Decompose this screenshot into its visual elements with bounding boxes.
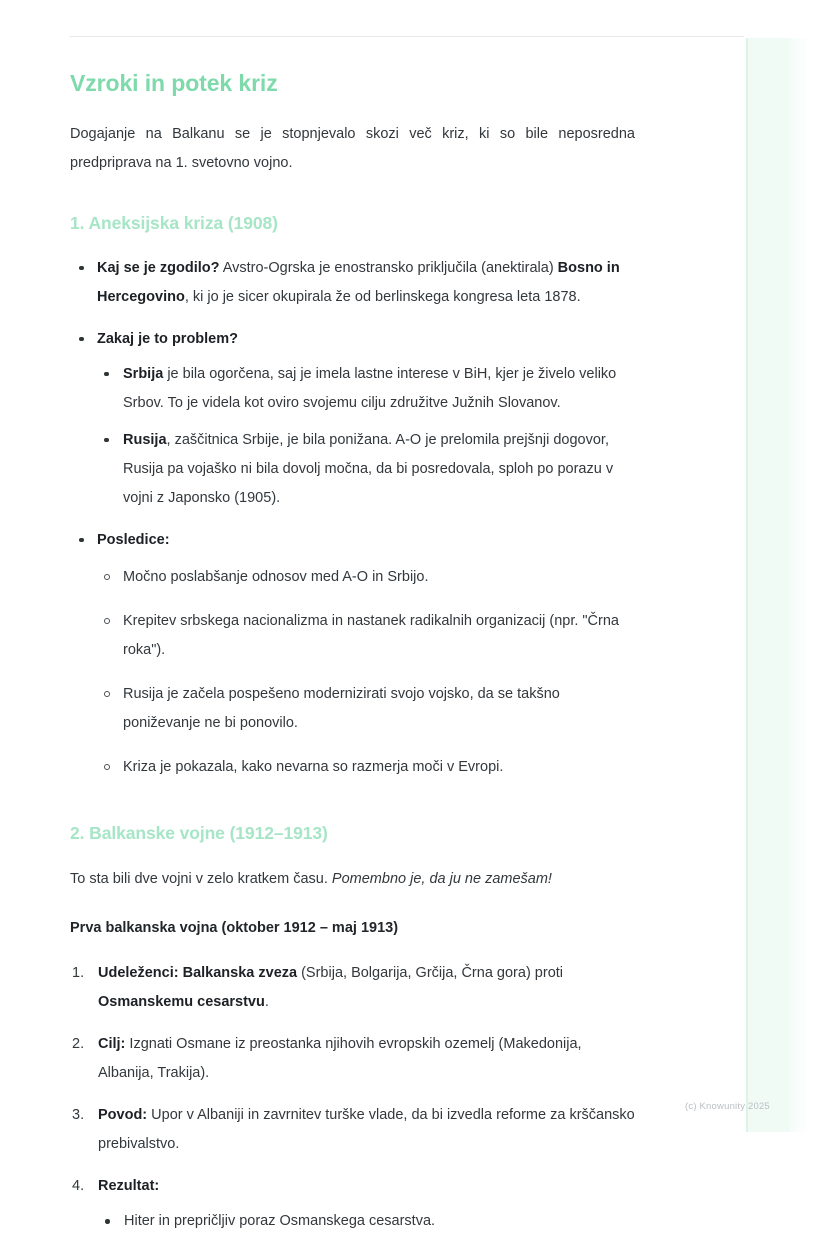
section-1-sublist <box>97 360 635 513</box>
subitem-text: je bila ogorčena, saj je imela lastne interese v BiH, kjer je živelo veliko Srbov. To je videla kot oviro svojemu cilju združitve Južnih Slovanov. <box>123 365 617 411</box>
list-item: Hiter in prepričljiv poraz Osmanskega cesarstva. <box>98 1207 635 1236</box>
section-2-numbered-list <box>70 959 635 1236</box>
section-2-subheading: Prva balkanska vojna (oktober 1912 – maj 1913) <box>70 920 399 937</box>
numitem-text-a: Upor v Albaniji in zavrnitev turške vlade, da bi izvedla reforme za krščansko prebivalstvo. <box>98 1107 635 1153</box>
item-bold-1b: Bosno in Hercegovino <box>97 259 620 305</box>
numitem-bold-a: Povod: <box>98 1107 148 1124</box>
footer-credit: (c) Knowunity 2025 <box>685 1101 770 1112</box>
list-item <box>70 526 635 782</box>
item-lead-3: Posledice: <box>97 531 170 548</box>
section-1-list <box>70 254 635 782</box>
top-divider <box>70 36 744 37</box>
list-item <box>97 360 635 418</box>
section-2-intro-italic: Pomembno je, da ju ne zamešam! <box>331 871 552 888</box>
item-lead-2: Zakaj je to problem? <box>97 330 238 347</box>
item-text-1a: Avstro-Ogrska je enostransko priključila (anektirala) <box>219 259 558 276</box>
list-item: Rusija je začela pospešeno modernizirati svojo vojsko, da se takšno poniževanje ne bi ponovilo. <box>97 680 635 738</box>
list-item <box>70 1030 635 1088</box>
decorative-side-band-fade <box>790 38 810 1132</box>
list-item <box>70 959 635 1017</box>
section-1-consequences-list <box>97 563 635 782</box>
numitem-text-b: . <box>264 994 269 1011</box>
numitem-bold-b: Osmanskemu cesarstvu <box>98 994 265 1011</box>
list-item <box>70 254 635 312</box>
section-heading-2: 2. Balkanske vojne (1912–1913) <box>70 822 328 843</box>
section-heading-1: 1. Aneksijska kriza (1908) <box>70 212 278 233</box>
intro-paragraph: Dogajanje na Balkanu se je stopnjevalo skozi več kriz, ki so bile neposredna predpriprava na 1. svetovno vojno. <box>70 125 635 171</box>
decorative-side-band <box>746 38 792 1132</box>
list-item: Kriza je pokazala, kako nevarna so razmerja moči v Evropi. <box>97 753 635 782</box>
subitem-bold: Rusija <box>123 431 167 448</box>
list-item <box>97 426 635 513</box>
section-2-intro <box>70 865 635 894</box>
document-content <box>70 36 635 1249</box>
numitem-bold-a: Udeleženci: Balkanska zveza <box>98 965 298 982</box>
subitem-bold: Srbija <box>123 365 164 382</box>
subitem-text: , zaščitnica Srbije, je bila ponižana. A-O je prelomila prejšnji dogovor, Rusija pa vojaško ni bila dovolj močna, da bi posredovala, sploh po porazu v vojni z Japonsko (1905). <box>123 431 614 506</box>
list-item: Močno poslabšanje odnosov med A-O in Srbijo. <box>97 563 635 592</box>
item-lead-1: Kaj se je zgodilo? <box>97 259 220 276</box>
list-item <box>70 1172 635 1236</box>
numitem-text-a: (Srbija, Bolgarija, Grčija, Črna gora) proti <box>297 965 564 982</box>
page-title: Vzroki in potek kriz <box>70 70 278 96</box>
section-2-intro-plain: To sta bili dve vojni v zelo kratkem času. <box>70 871 332 888</box>
list-item <box>70 1101 635 1159</box>
list-item <box>70 325 635 513</box>
list-item: Krepitev srbskega nacionalizma in nastanek radikalnih organizacij (npr. "Črna roka"). <box>97 607 635 665</box>
numitem-bold-a: Rezultat: <box>98 1178 160 1195</box>
numitem-text-a: Izgnati Osmane iz preostanka njihovih evropskih ozemelj (Makedonija, Albanija, Trakija). <box>98 1036 582 1082</box>
item-text-1b: , ki jo je sicer okupirala že od berlinskega kongresa leta 1878. <box>184 288 581 305</box>
numitem-bold-a: Cilj: <box>98 1036 126 1053</box>
section-2-result-sublist <box>98 1207 635 1236</box>
